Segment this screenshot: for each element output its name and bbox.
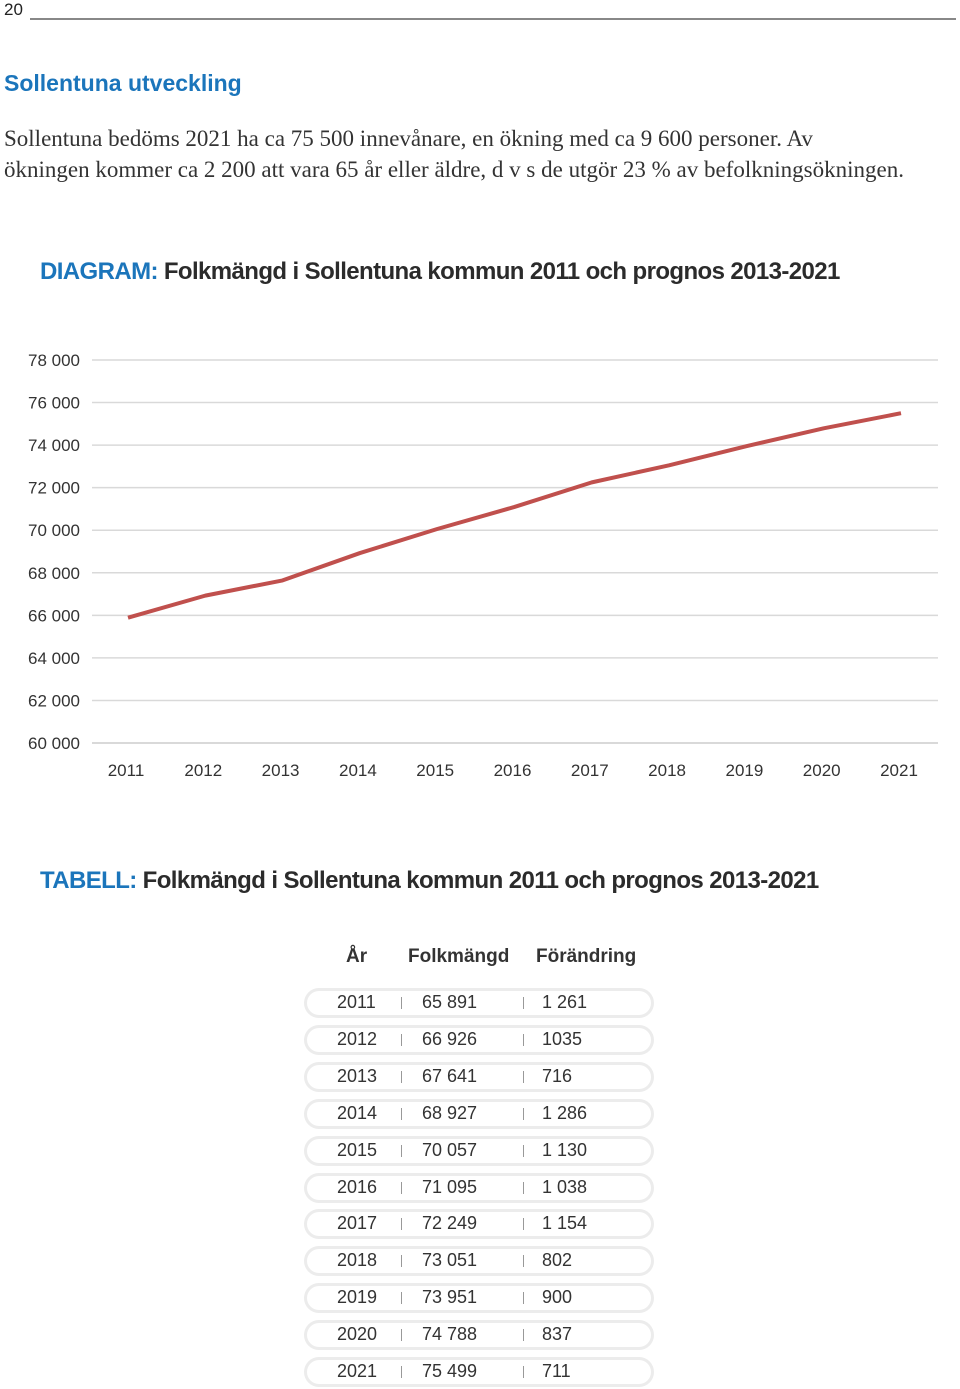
cell-population: 71 095 bbox=[422, 1176, 478, 1197]
page-number: 20 bbox=[4, 0, 23, 19]
table-label: TABELL: bbox=[40, 867, 137, 894]
series-line-folkmangd bbox=[128, 413, 901, 617]
x-tick-label: 2018 bbox=[648, 761, 687, 780]
cell-year: 2013 bbox=[337, 1065, 378, 1086]
cell-change: 1 261 bbox=[542, 992, 588, 1012]
table-row bbox=[304, 1246, 654, 1276]
cell-year: 2017 bbox=[337, 1213, 378, 1234]
table-row bbox=[304, 1283, 654, 1313]
cell-population: 72 249 bbox=[422, 1213, 478, 1234]
population-line-chart bbox=[0, 340, 960, 800]
column-divider bbox=[523, 997, 524, 1009]
column-divider bbox=[401, 1145, 402, 1157]
cell-population: 73 051 bbox=[422, 1250, 478, 1271]
column-divider bbox=[401, 1034, 402, 1046]
table-row bbox=[304, 1320, 654, 1350]
header-change: Förändring bbox=[536, 946, 637, 967]
x-tick-label: 2017 bbox=[570, 761, 609, 780]
y-tick-label: 76 000 bbox=[28, 393, 80, 413]
cell-population: 73 951 bbox=[422, 1287, 478, 1308]
cell-change: 1 154 bbox=[542, 1213, 588, 1234]
column-divider bbox=[401, 1366, 402, 1378]
table-row bbox=[304, 1357, 654, 1387]
column-divider bbox=[401, 1182, 402, 1194]
column-divider bbox=[401, 997, 402, 1009]
column-divider bbox=[401, 1108, 402, 1120]
x-tick-label: 2014 bbox=[338, 761, 377, 780]
y-tick-label: 78 000 bbox=[28, 351, 80, 370]
diagram-label: DIAGRAM: bbox=[40, 258, 158, 285]
cell-population: 74 788 bbox=[422, 1324, 478, 1345]
cell-population: 66 926 bbox=[422, 1028, 478, 1049]
y-tick-label: 64 000 bbox=[28, 648, 80, 668]
cell-population: 68 927 bbox=[422, 1102, 478, 1123]
table-row bbox=[304, 1209, 654, 1239]
cell-year: 2015 bbox=[337, 1139, 378, 1160]
x-tick-label: 2016 bbox=[493, 761, 532, 780]
column-divider bbox=[523, 1329, 524, 1341]
cell-change: 837 bbox=[542, 1324, 573, 1345]
column-divider bbox=[523, 1366, 524, 1378]
y-tick-label: 66 000 bbox=[28, 606, 80, 626]
cell-year: 2016 bbox=[337, 1176, 378, 1197]
cell-year: 2014 bbox=[337, 1102, 378, 1123]
cell-year: 2012 bbox=[337, 1028, 378, 1049]
y-tick-label: 74 000 bbox=[28, 436, 80, 456]
y-tick-label: 70 000 bbox=[28, 521, 80, 541]
cell-year: 2020 bbox=[337, 1324, 378, 1345]
table-row bbox=[304, 1173, 654, 1203]
cell-change: 1035 bbox=[542, 1028, 583, 1049]
column-divider bbox=[523, 1292, 524, 1304]
column-divider bbox=[523, 1071, 524, 1083]
cell-change: 1 286 bbox=[542, 1102, 588, 1123]
table-row bbox=[304, 1099, 654, 1129]
y-tick-label: 62 000 bbox=[28, 691, 80, 711]
cell-population: 70 057 bbox=[422, 1139, 478, 1160]
header-year: År bbox=[346, 946, 368, 967]
x-tick-label: 2021 bbox=[880, 761, 918, 780]
x-tick-label: 2020 bbox=[802, 761, 841, 780]
cell-change: 1 130 bbox=[542, 1139, 588, 1160]
table-row bbox=[304, 1136, 654, 1166]
diagram-heading bbox=[40, 258, 840, 286]
cell-population: 65 891 bbox=[422, 992, 478, 1012]
table-row bbox=[304, 1062, 654, 1092]
header-population: Folkmängd bbox=[408, 946, 510, 967]
cell-change: 802 bbox=[542, 1250, 573, 1271]
intro-paragraph: Sollentuna bedöms 2021 ha ca 75 500 innevånare, en ökning med ca 9 600 personer. Av ökningen kommer ca 2 200 att vara 65 år eller äldre, d v s de utgör 23 % av befolkningsökningen. bbox=[4, 126, 904, 182]
cell-year: 2018 bbox=[337, 1250, 378, 1271]
table-row bbox=[304, 988, 654, 1018]
column-divider bbox=[523, 1145, 524, 1157]
x-tick-label: 2011 bbox=[107, 761, 145, 780]
table-heading bbox=[40, 867, 819, 895]
table-title: Folkmängd i Sollentuna kommun 2011 och prognos 2013-2021 bbox=[142, 867, 819, 894]
column-divider bbox=[523, 1108, 524, 1120]
table-row bbox=[304, 1025, 654, 1055]
cell-year: 2019 bbox=[337, 1287, 378, 1308]
cell-change: 900 bbox=[542, 1287, 573, 1308]
column-divider bbox=[401, 1218, 402, 1230]
cell-population: 67 641 bbox=[422, 1065, 478, 1086]
cell-population: 75 499 bbox=[422, 1361, 478, 1381]
x-tick-label: 2013 bbox=[261, 761, 300, 780]
cell-change: 711 bbox=[542, 1361, 571, 1381]
top-rule bbox=[30, 18, 956, 20]
column-divider bbox=[523, 1255, 524, 1267]
cell-year: 2021 bbox=[337, 1361, 378, 1381]
column-divider bbox=[523, 1182, 524, 1194]
y-tick-label: 72 000 bbox=[28, 478, 80, 498]
x-tick-label: 2019 bbox=[725, 761, 764, 780]
y-tick-label: 60 000 bbox=[28, 734, 80, 753]
diagram-title: Folkmängd i Sollentuna kommun 2011 och prognos 2013-2021 bbox=[163, 258, 840, 285]
column-divider bbox=[401, 1329, 402, 1341]
y-tick-label: 68 000 bbox=[28, 563, 80, 583]
x-tick-label: 2012 bbox=[184, 761, 223, 780]
column-divider bbox=[401, 1255, 402, 1267]
column-divider bbox=[523, 1218, 524, 1230]
column-divider bbox=[401, 1071, 402, 1083]
x-tick-label: 2015 bbox=[416, 761, 455, 780]
cell-change: 716 bbox=[542, 1065, 573, 1086]
column-divider bbox=[523, 1034, 524, 1046]
cell-year: 2011 bbox=[337, 992, 376, 1012]
cell-change: 1 038 bbox=[542, 1176, 588, 1197]
column-divider bbox=[401, 1292, 402, 1304]
section-title: Sollentuna utveckling bbox=[4, 70, 242, 96]
